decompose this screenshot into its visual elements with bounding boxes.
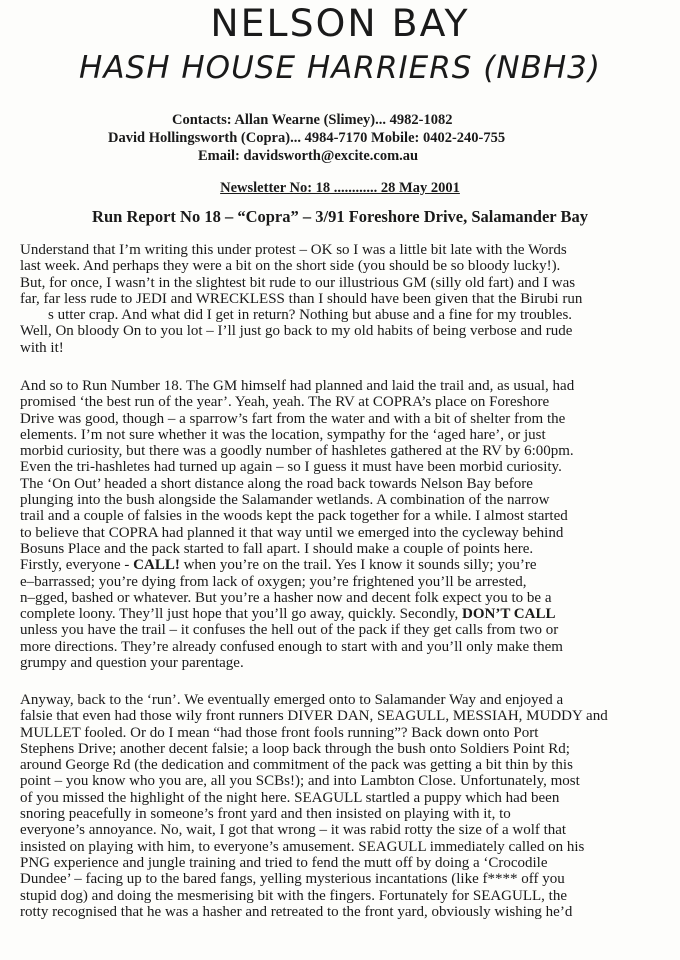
text-line: s utter crap. And what did I get in return? Nothing but abuse and a fine for my troubles.: [48, 307, 573, 324]
text-line: snoring peacefully in someone’s front yard and then insisted on playing with it, to: [20, 806, 511, 823]
text-line: morbid curiosity, but there was a goodly number of hashletes gathered at the RV by 6:00pm.: [20, 443, 574, 460]
run-report-title: Run Report No 18 – “Copra” – 3/91 Foreshore Drive, Salamander Bay: [92, 207, 588, 226]
paragraph-1: [20, 242, 680, 356]
text-line: to believe that COPRA had planned it that way until we emerged into the cycleway behind: [20, 524, 564, 541]
text-line: grumpy and question your parentage.: [20, 655, 244, 672]
text-line: Well, On bloody On to you lot – I’ll just go back to my old habits of being verbose and rude: [20, 323, 573, 340]
text-line: e–barrassed; you’re dying from lack of oxygen; you’re frightened you’ll be arrested,: [20, 573, 527, 590]
text-line: rotty recognised that he was a hasher and retreated to the front yard, obviously wishing he’d: [20, 903, 573, 920]
text-line: Bosuns Place and the pack started to fall apart. I should make a couple of points here.: [20, 540, 534, 557]
contacts-line-1: Contacts: Allan Wearne (Slimey)... 4982-1082: [172, 112, 453, 128]
text-line: around George Rd (the dedication and commitment of the pack was getting a bit thin by this: [20, 757, 573, 774]
text-line: of you missed the highlight of the night here. SEAGULL startled a puppy which had been: [20, 789, 560, 806]
text-line: PNG experience and jungle training and tried to fend the mutt off by doing a ‘Crocodile: [20, 854, 548, 871]
text-line: The ‘On Out’ headed a short distance along the road back towards Nelson Bay before: [20, 475, 533, 492]
text-line: unless you have the trail – it confuses the hell out of the pack if they get calls from two or: [20, 622, 559, 639]
text-line: elements. I’m not sure whether it was the location, sympathy for the ‘aged hare’, or just: [20, 426, 546, 443]
text-line: far, far less rude to JEDI and WRECKLESS than I should have been given that the Birubi run: [20, 290, 583, 307]
text-line: plunging into the bush alongside the Salamander wetlands. A combination of the narrow: [20, 492, 550, 509]
text-line: [20, 557, 680, 573]
text-line: last week. And perhaps they were a bit on the short side (you should be so bloody lucky!).: [20, 258, 561, 275]
text-line: n–gged, bashed or whatever. But you’re a hasher now and decent folk expect you to be a: [20, 589, 552, 606]
text-line: Anyway, back to the ‘run’. We eventually emerged onto to Salamander Way and enjoyed a: [20, 692, 564, 708]
text-line: with it!: [20, 339, 64, 356]
text-line: insisted on playing with him, to everyone’s amusement. SEAGULL immediately called on his: [20, 838, 585, 855]
text-line: Dundee’ – facing up to the bared fangs, yelling mysterious incantations (like f**** off you: [20, 871, 565, 888]
text-line: Even the tri-hashletes had turned up again – so I guess it must have been morbid curiosity.: [20, 459, 562, 476]
text-line: But, for once, I wasn’t in the slightest bit rude to our illustrious GM (silly old fart) and I was: [20, 274, 576, 291]
text-line: falsie that even had those wily front runners DIVER DAN, SEAGULL, MESSIAH, MUDDY and: [20, 708, 608, 725]
text-line: stupid dog) and doing the mesmerising bit with the fingers. Fortunately for SEAGULL, the: [20, 887, 568, 904]
text-line: Understand that I’m writing this under protest – OK so I was a little bit late with the Words: [20, 242, 567, 258]
contacts-line-2: David Hollingsworth (Copra)... 4984-7170 Mobile: 0402-240-755: [108, 130, 506, 146]
emphasis-dont-call: DON’T CALL: [462, 606, 556, 623]
text-line: MULLET fooled. Or do I mean “had those front fools running”? Back down onto Port: [20, 724, 539, 741]
masthead-subtitle: HASH HOUSE HARRIERS (NBH3): [79, 50, 601, 86]
emphasis-call: CALL!: [133, 557, 180, 574]
text-line: Stephens Drive; another decent falsie; a loop back through the bush onto Soldiers Point Rd;: [20, 740, 570, 757]
text-line: [20, 606, 680, 622]
text-line: Drive was good, though – a sparrow’s fart from the water and with a bit of shelter from the: [20, 410, 566, 427]
paragraph-3: [20, 692, 680, 920]
text-run: Firstly, everyone -: [20, 557, 134, 574]
text-line: promised ‘the best run of the year’. Yeah, yeah. The RV at COPRA’s place on Foreshore: [20, 394, 550, 411]
text-line: trail and a couple of falsies in the woods kept the pack together for a while. I almost started: [20, 508, 568, 525]
newsletter-label: Newsletter No: 18 ............ 28 May 2001: [220, 180, 460, 196]
text-line: more directions. They’re already confused enough to start with and you’ll only make them: [20, 638, 563, 655]
text-line: point – you know who you are, all you SCBs!); and into Lambton Close. Unfortunately, most: [20, 773, 580, 790]
masthead-title: NELSON BAY: [210, 2, 470, 45]
text-line: And so to Run Number 18. The GM himself had planned and laid the trail and, as usual, had: [20, 378, 575, 394]
text-run: when you’re on the trail. Yes I know it sounds silly; you’re: [179, 557, 537, 574]
contacts-line-3: Email: davidsworth@excite.com.au: [198, 148, 419, 164]
paragraph-2: [20, 378, 680, 671]
newsletter-number: [0, 180, 680, 197]
text-line: everyone’s annoyance. No, wait, I got that wrong – it was rabid rotty the size of a wolf that: [20, 822, 567, 839]
text-run: complete loony. They’ll just hope that you’ll go away, quickly. Secondly,: [20, 606, 462, 623]
